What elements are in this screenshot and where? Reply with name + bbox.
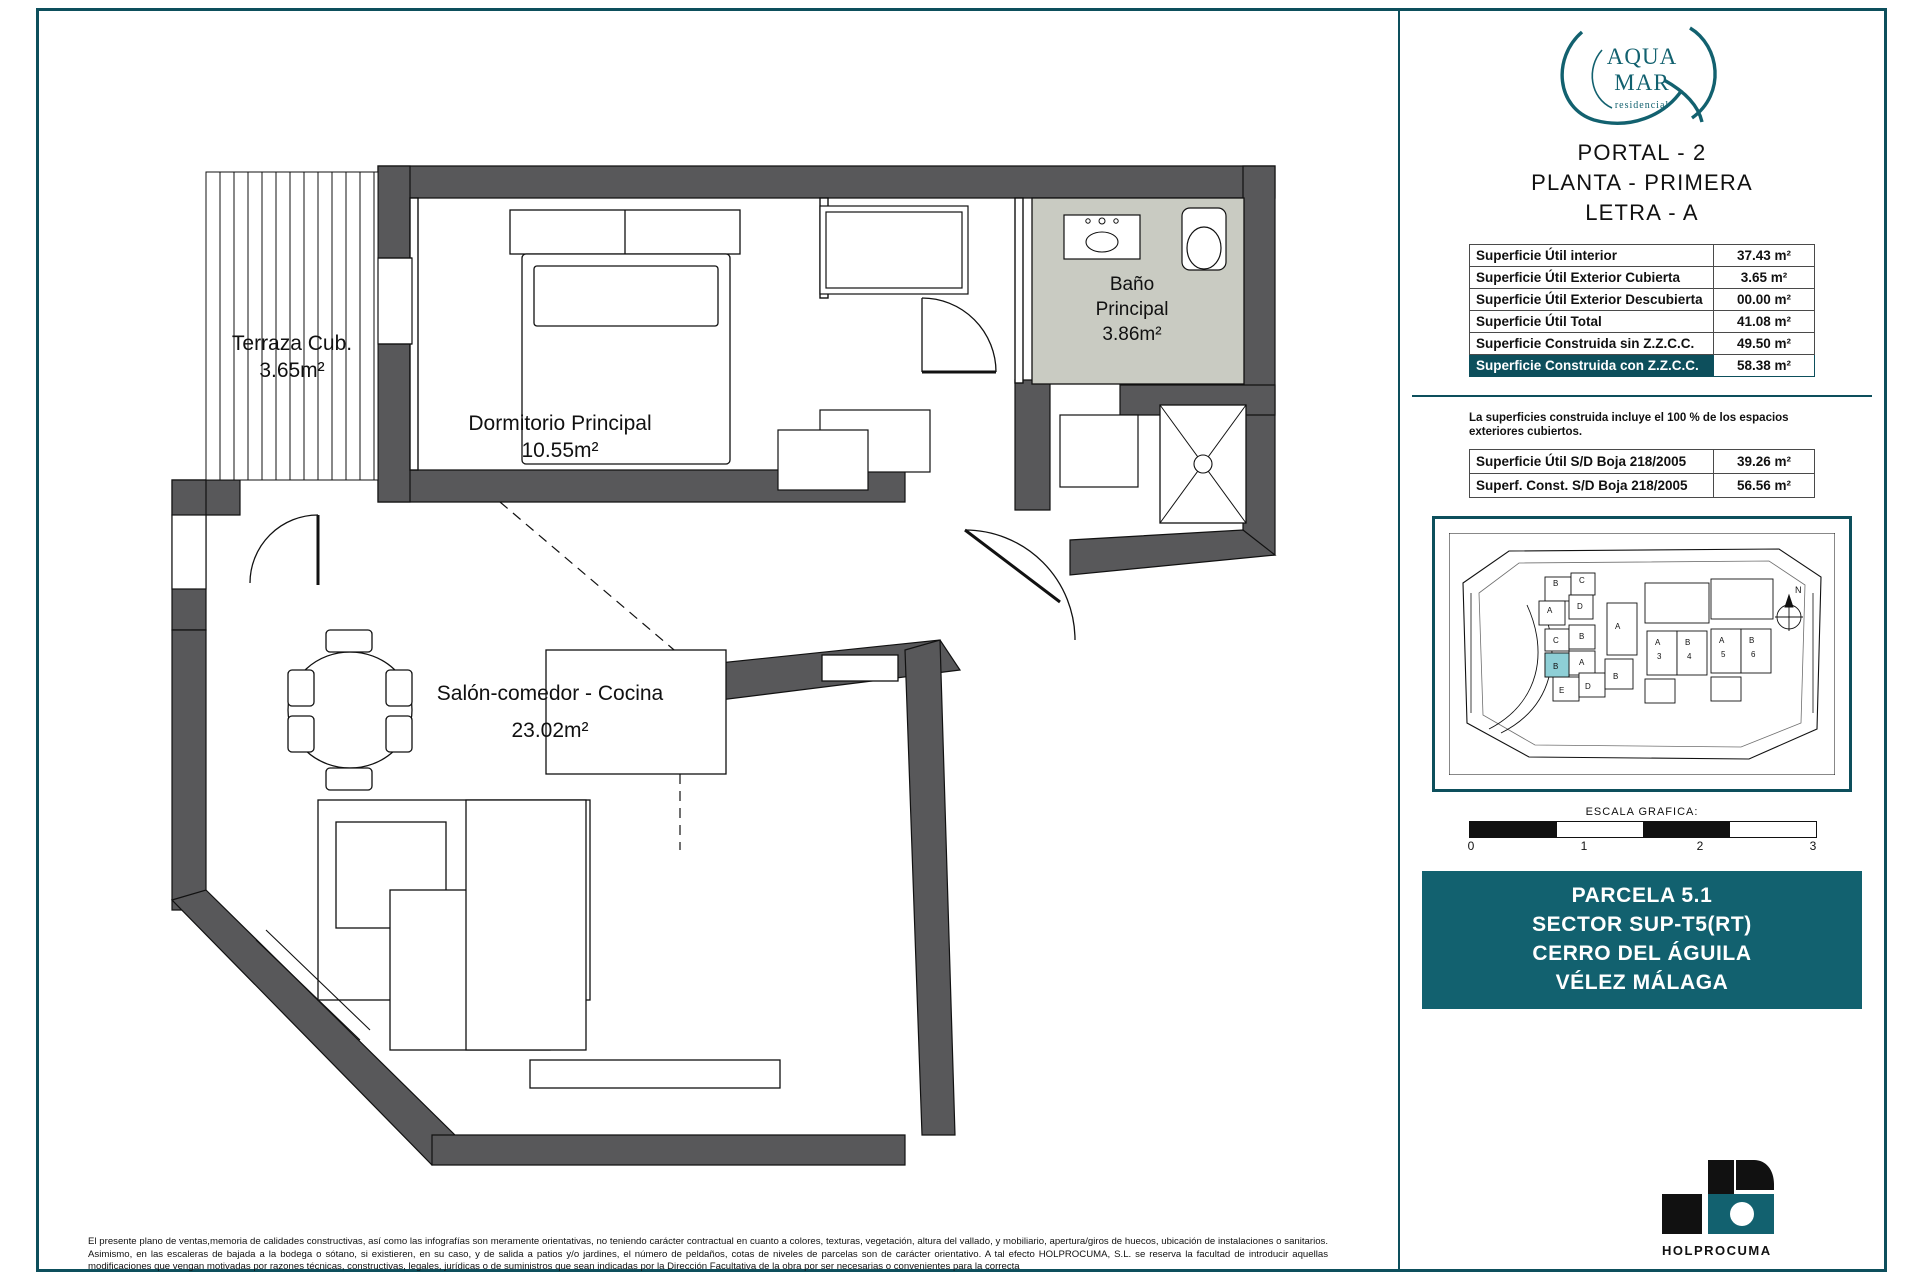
svg-text:D: D <box>1585 682 1591 691</box>
room-label-bano <box>1032 272 1232 347</box>
room-label-salon <box>350 680 750 744</box>
north-label: N <box>1795 585 1802 595</box>
scale-segment <box>1470 822 1557 837</box>
room-label-dormitorio <box>390 410 730 464</box>
parcel-line-3: CERRO DEL ÁGUILA <box>1532 942 1752 965</box>
info-panel <box>1412 14 1872 1266</box>
svg-text:residencial: residencial <box>1614 100 1670 111</box>
floor-plan-svg <box>60 10 1390 1190</box>
frame-line-left <box>36 8 39 1272</box>
parcel-banner <box>1422 871 1862 1009</box>
surface-table <box>1469 244 1815 377</box>
surface-table-boja <box>1469 449 1815 498</box>
graphic-scale <box>1469 806 1815 855</box>
table-row <box>1470 311 1815 333</box>
divider-rule <box>1412 395 1872 397</box>
parcel-line-2: SECTOR SUP-T5(RT) <box>1532 913 1752 936</box>
site-plan-box <box>1432 516 1852 792</box>
surface-label: Superficie Útil Exterior Descubierta <box>1470 289 1714 311</box>
parcel-line-1: PARCELA 5.1 <box>1571 884 1713 907</box>
svg-text:6: 6 <box>1751 650 1756 659</box>
svg-text:D: D <box>1577 602 1583 611</box>
svg-text:B: B <box>1553 579 1559 588</box>
table-row <box>1470 245 1815 267</box>
svg-text:4: 4 <box>1687 652 1692 661</box>
salon-area: 23.02m² <box>511 719 589 742</box>
aquamar-logo-icon <box>1542 20 1742 132</box>
svg-text:C: C <box>1553 636 1559 645</box>
surface-value: 3.65 m² <box>1714 267 1815 289</box>
svg-text:C: C <box>1579 576 1585 585</box>
table-row <box>1470 474 1815 498</box>
surface-label: Superficie Construida con Z.Z.C.C. <box>1470 355 1714 377</box>
scale-tick: 1 <box>1580 839 1588 853</box>
salon-title: Salón-comedor - Cocina <box>436 682 664 705</box>
surface-label: Superficie Útil interior <box>1470 245 1714 267</box>
frame-line-right <box>1884 8 1887 1272</box>
svg-text:A: A <box>1719 636 1725 645</box>
boja-label: Superf. Const. S/D Boja 218/2005 <box>1470 474 1714 498</box>
scale-label: ESCALA GRAFICA: <box>1585 806 1699 818</box>
disclaimer-text: El presente plano de ventas,memoria de calidades constructivas, así como las infografías son meramente orientativas, no teniendo carácter contractual en cuanto a colores, texturas, vegetación, altura del vallado, y mobiliario, apertura/giros de huecos, ubicación de instalaciones o sanitarios. Asimismo, en las escaleras de bajada a la bodega o sótano, si existieren, en su caso, y de salida a patios y/o jardines, el número de peldaños, cotas de niveles de parcelas son de carácter orientativo. A tal efecto HOLPROCUMA, S.L. se reserva la facultad de introducir aquellas modificaciones que vengan motivadas por razones técnicas, constructivas, legales, jurídicas o de suministros que sean indicadas por la Dirección Facultativa de la obra por ser necesarias o convenientes para la correcta <box>88 1236 1328 1273</box>
table-row <box>1470 450 1815 474</box>
svg-text:E: E <box>1559 686 1565 695</box>
dormitorio-title: Dormitorio Principal <box>468 412 652 435</box>
terraza-area: 3.65m² <box>259 359 325 382</box>
table-row <box>1470 267 1815 289</box>
letra-label: LETRA - A <box>1585 200 1699 225</box>
site-plan-icon <box>1449 533 1835 775</box>
surface-value: 49.50 m² <box>1714 333 1815 355</box>
boja-value: 39.26 m² <box>1714 450 1815 474</box>
company-logo-block <box>1662 1160 1852 1260</box>
room-label-terraza <box>192 330 392 384</box>
svg-text:A: A <box>1655 638 1661 647</box>
table-row <box>1470 333 1815 355</box>
scale-segment <box>1643 822 1730 837</box>
dormitorio-area: 10.55m² <box>521 439 599 462</box>
svg-text:B: B <box>1685 638 1691 647</box>
scale-segment <box>1730 822 1817 837</box>
svg-text:B: B <box>1579 632 1585 641</box>
surface-label: Superficie Útil Total <box>1470 311 1714 333</box>
floor-plan-drawing <box>60 10 1390 1190</box>
surface-value: 00.00 m² <box>1714 289 1815 311</box>
site-plan-inner <box>1449 533 1835 775</box>
bano-area: 3.86m² <box>1102 324 1162 345</box>
scale-bar <box>1469 821 1817 838</box>
scale-segment <box>1557 822 1644 837</box>
svg-text:B: B <box>1553 662 1559 671</box>
column-divider <box>1398 8 1400 1272</box>
scale-tick: 3 <box>1809 839 1817 853</box>
holprocuma-logo-icon <box>1662 1160 1782 1238</box>
parcel-line-4: VÉLEZ MÁLAGA <box>1555 971 1729 994</box>
surface-note: La superficies construida incluye el 100 % de los espacios exteriores cubiertos. <box>1469 412 1789 438</box>
svg-text:A: A <box>1579 658 1585 667</box>
unit-title-block <box>1412 138 1872 228</box>
table-row-highlight <box>1470 355 1815 377</box>
surface-value: 37.43 m² <box>1714 245 1815 267</box>
svg-text:AQUA: AQUA <box>1606 44 1678 69</box>
svg-text:5: 5 <box>1721 650 1726 659</box>
bano-title-1: Baño <box>1109 274 1155 295</box>
table-row <box>1470 289 1815 311</box>
svg-text:A: A <box>1547 606 1553 615</box>
svg-text:MAR: MAR <box>1614 70 1670 95</box>
boja-value: 56.56 m² <box>1714 474 1815 498</box>
svg-text:B: B <box>1749 636 1755 645</box>
surface-value: 58.38 m² <box>1714 355 1815 377</box>
logo-block <box>1412 14 1872 134</box>
scale-tick: 2 <box>1696 839 1704 853</box>
scale-tick: 0 <box>1467 839 1475 853</box>
company-name: HOLPROCUMA <box>1662 1243 1772 1258</box>
svg-text:A: A <box>1615 622 1621 631</box>
boja-label: Superficie Útil S/D Boja 218/2005 <box>1470 450 1714 474</box>
svg-text:B: B <box>1613 672 1619 681</box>
planta-label: PLANTA - PRIMERA <box>1531 170 1753 195</box>
scale-ticks <box>1469 839 1815 855</box>
bano-title-2: Principal <box>1095 299 1169 320</box>
surface-value: 41.08 m² <box>1714 311 1815 333</box>
terraza-title: Terraza Cub. <box>231 332 353 355</box>
portal-label: PORTAL - 2 <box>1577 140 1707 165</box>
surface-label: Superficie Construida sin Z.Z.C.C. <box>1470 333 1714 355</box>
svg-text:3: 3 <box>1657 652 1662 661</box>
surface-label: Superficie Útil Exterior Cubierta <box>1470 267 1714 289</box>
